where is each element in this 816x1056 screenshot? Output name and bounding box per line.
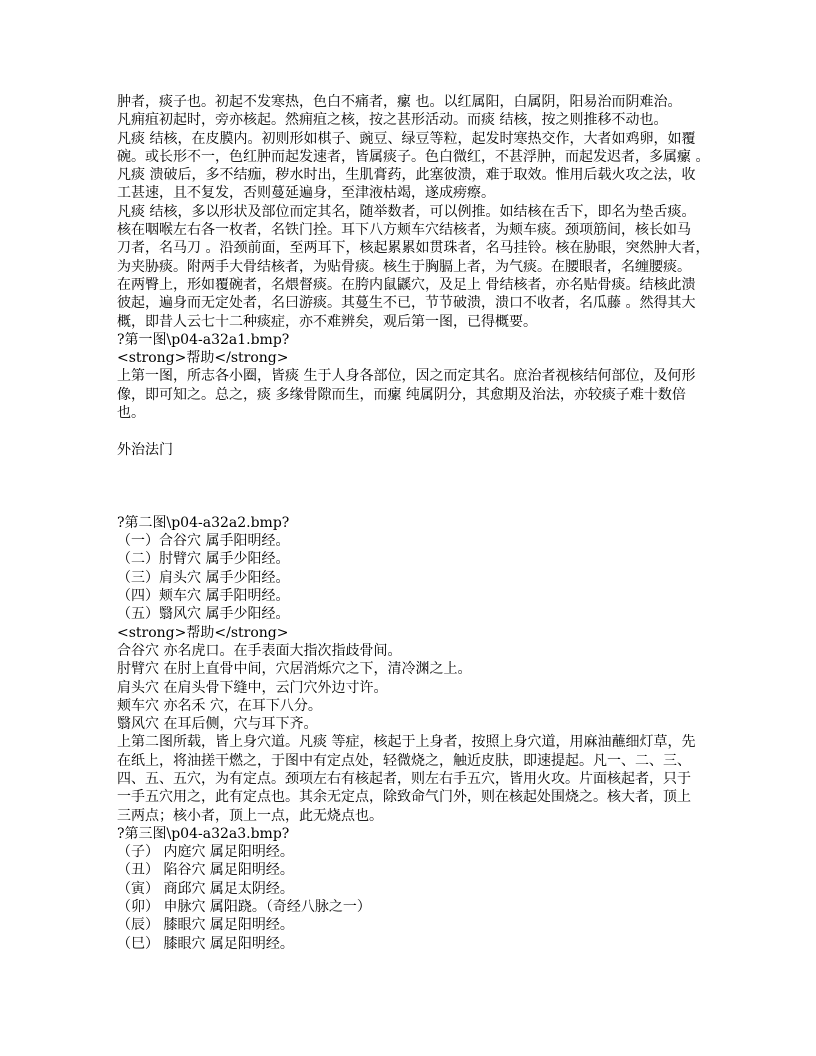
blank-line — [117, 496, 717, 514]
text-line: <strong>帮助</strong> — [117, 624, 289, 641]
text-line: （卯） 申脉穴 属阳跷。（奇经八脉之一） — [117, 899, 371, 916]
text-line: （二）肘臂穴 属手少阳经。 — [117, 551, 290, 568]
text-line: 上第二图所载，皆上身穴道。凡痰 等症，核起于上身者，按照上身穴道，用麻油蘸细灯草，先 — [117, 734, 696, 751]
text-line: 颊车穴 亦名禾 穴，在耳下八分。 — [117, 697, 322, 714]
text-line: （寅） 商邱穴 属足太阴经。 — [117, 880, 294, 897]
text-line: 在纸上，将油搓干燃之，于图中有定点处，轻微烧之，触近皮肤，即速提起。凡一、二、三、 — [117, 752, 691, 769]
text-line: 碗。或长形不一，色红肿而起发速者，皆属痰子。色白微红，不甚浮肿，而起发迟者，多属瘰 。 — [117, 148, 710, 165]
text-line: 翳风穴 在耳后侧，穴与耳下齐。 — [117, 716, 318, 733]
text-line: 概，即昔人云七十二种痰症，亦不难辨矣，观后第一图，已得概要。 — [117, 313, 537, 330]
text-line: 四、五、五穴，为有定点。颈项左右有核起者，则左右手五穴，皆用火攻。片面核起者，只于 — [117, 770, 691, 787]
text-line: （三）肩头穴 属手少阳经。 — [117, 569, 290, 586]
text-line: 一手五穴用之，此有定点也。其余无定点，除致命气门外，则在核起处围烧之。核大者，顶上 — [117, 789, 691, 806]
text-line: 肿者，痰子也。初起不发寒热，色白不痛者，瘰 也。以红属阳，白属阴，阳易治而阴难治。 — [117, 94, 682, 110]
text-line: 刀者，名马刀 。沿颈前面，至两耳下，核起累累如贯珠者，名马挂铃。核在胁眼，突然肿大者， — [117, 240, 710, 257]
text-line: （子） 内庭穴 属足阳明经。 — [117, 844, 294, 861]
text-line: 凡痈疽初起时，旁亦核起。然痈疽之核，按之甚形活动。而痰 结核，按之则推移不动也。 — [117, 112, 668, 129]
blank-line — [117, 459, 717, 477]
text-line: ?第一图\p04-a32a1.bmp? — [117, 331, 290, 348]
text-line: 核在咽喉左右各一枚者，名铁门拴。耳下八方颊车穴结核者，为颊车痰。颈项筋间，核长如马 — [117, 222, 691, 239]
text-line: 彼起，遍身而无定处者，名曰游痰。其蔓生不已，节节破溃，溃口不收者，名瓜藤 。然得其大 — [117, 295, 696, 312]
text-line: ?第三图\p04-a32a3.bmp? — [117, 825, 290, 842]
text-line: 工甚速，且不复发，否则蔓延遍身，至津液枯竭，遂成痨瘵。 — [117, 185, 495, 202]
text-line: 外治法门 — [117, 441, 173, 458]
text-line: 三两点；核小者，顶上一点，此无烧点也。 — [117, 807, 383, 824]
text-line: ?第二图\p04-a32a2.bmp? — [117, 514, 290, 531]
text-line: （辰） 膝眼穴 属足阳明经。 — [117, 917, 294, 934]
text-line: 凡痰 结核，在皮膜内。初则形如棋子、豌豆、绿豆等粒，起发时寒热交作，大者如鸡卵，如覆 — [117, 130, 696, 147]
text-line: （一）合谷穴 属手阳明经。 — [117, 533, 290, 550]
text-line: 凡痰 溃破后，多不结痂，秽水时出，生肌膏药，此塞彼溃，难于取效。惟用后载火攻之法，收 — [117, 167, 696, 184]
text-line: 在两臀上，形如覆碗者，名煨督痰。在胯内鼠鼷穴，及足上 骨结核者，亦名贴骨痰。结核此溃 — [117, 276, 696, 293]
text-line: （巳） 膝眼穴 属足阳明经。 — [117, 935, 294, 952]
text-line: 上第一图，所志各小圈，皆痰 生于人身各部位，因之而定其名。庶治者视核结何部位，及何形 — [117, 368, 696, 385]
text-line: <strong>帮助</strong> — [117, 350, 289, 367]
text-line: 像，即可知之。总之，痰 多缘骨隙而生，而瘰 纯属阴分，其愈期及治法，亦较痰子难十数倍 — [117, 386, 686, 403]
text-line: 凡痰 结核，多以形状及部位而定其名，随举数者，可以例推。如结核在舌下，即名为垫舌痰。 — [117, 203, 696, 220]
text-line: 肩头穴 在肩头骨下缝中，云门穴外边寸许。 — [117, 679, 388, 696]
blank-line — [117, 477, 717, 495]
text-line: 也。 — [117, 405, 145, 422]
text-line: （五）翳风穴 属手少阳经。 — [117, 606, 290, 623]
text-line: （四）颊车穴 属手阳明经。 — [117, 588, 290, 605]
blank-line — [117, 422, 717, 440]
text-line: 合谷穴 亦名虎口。在手表面大指次指歧骨间。 — [117, 642, 402, 659]
text-line: （丑） 陷谷穴 属足阳明经。 — [117, 862, 294, 879]
document-body — [117, 93, 717, 953]
text-line: 为夹胁痰。附两手大骨结核者，为贴骨痰。核生于胸膈上者，为气痰。在腰眼者，名缠腰痰。 — [117, 258, 691, 275]
text-line: 肘臂穴 在肘上直骨中间，穴居消烁穴之下，清冷渊之上。 — [117, 661, 472, 678]
